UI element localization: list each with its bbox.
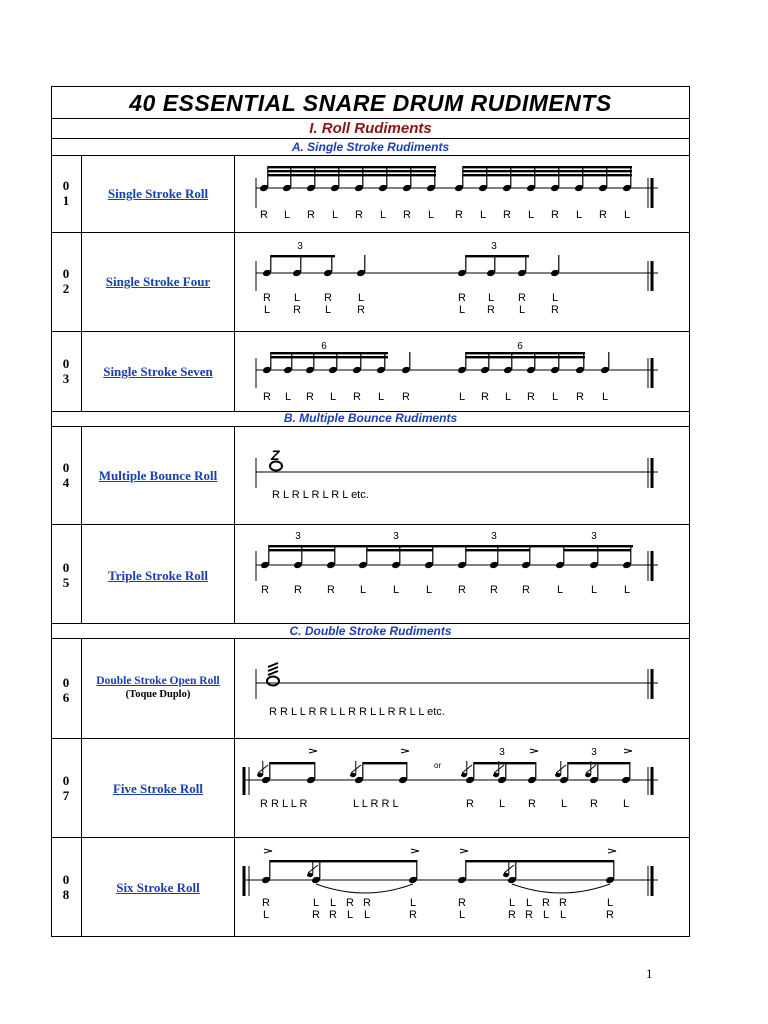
beam: [271, 352, 388, 354]
sticking-letter: R: [455, 209, 463, 221]
sticking-letter: R: [306, 391, 314, 403]
sticking-letter: R: [312, 909, 320, 921]
divider: [51, 331, 690, 332]
sticking-letter: L: [518, 304, 526, 316]
sticking-group: L L R R L: [353, 798, 399, 810]
notation-single-stroke-roll: [240, 158, 670, 230]
beam: [270, 762, 315, 764]
rudiment-number: 0 7: [62, 773, 70, 803]
or-label: or: [434, 761, 442, 770]
sticking-letter: L: [508, 897, 516, 909]
grace-note: [585, 773, 591, 777]
accent-mark: [411, 849, 419, 853]
beam: [463, 174, 632, 176]
sticking-letter: L: [346, 909, 354, 921]
sticking-letter: L: [623, 584, 631, 596]
beam: [474, 762, 536, 764]
sticking-letter: L: [601, 391, 609, 403]
rudiment-number: 0 1: [62, 178, 70, 208]
sticking-letter: R: [542, 897, 550, 909]
sticking-text: R L R L R L R L etc.: [272, 489, 369, 501]
sticking-letter: L: [606, 897, 614, 909]
sticking-letter: L: [556, 584, 564, 596]
sticking-letter: R: [293, 304, 301, 316]
slur: [512, 884, 610, 893]
sticking-letter: R: [527, 391, 535, 403]
grace-note: [350, 773, 356, 777]
sticking-letter: L: [377, 391, 385, 403]
beam: [466, 356, 585, 358]
column-divider: [234, 426, 235, 623]
sticking-letter: L: [284, 391, 292, 403]
sticking-letter: L: [312, 897, 320, 909]
sticking-letter: L: [329, 391, 337, 403]
grace-note: [461, 773, 467, 777]
rudiment-link-triple-stroke-roll[interactable]: Triple Stroke Roll: [108, 568, 208, 583]
rudiment-number: 0 2: [62, 266, 70, 296]
rudiment-link-single-stroke-seven[interactable]: Single Stroke Seven: [103, 364, 213, 379]
grace-note: [307, 873, 313, 877]
beam: [269, 549, 335, 551]
subsection-heading: B. Multiple Bounce Rudiments: [283, 411, 458, 425]
sticking-letter: R: [357, 304, 365, 316]
sticking-letter: L: [324, 304, 332, 316]
tuplet-number: 3: [591, 531, 597, 542]
sticking-letter: L: [542, 909, 550, 921]
sticking-letter: L: [487, 292, 495, 304]
sticking-letter: R: [409, 909, 417, 921]
sticking-letter: R: [353, 391, 361, 403]
sticking-letter: L: [590, 584, 598, 596]
sticking-letter: R: [551, 304, 559, 316]
grace-note: [555, 773, 561, 777]
rudiment-link-multiple-bounce-roll[interactable]: Multiple Bounce Roll: [98, 468, 218, 483]
sticking-letter: L: [575, 209, 583, 221]
beam: [466, 860, 614, 862]
sticking-letter: R: [327, 584, 335, 596]
rudiment-number: 0 5: [62, 560, 70, 590]
notation-single-stroke-seven: [240, 334, 670, 410]
sticking-letter: R: [606, 909, 614, 921]
sticking-letter: L: [560, 798, 568, 810]
sticking-letter: R: [263, 391, 271, 403]
divider: [51, 138, 690, 139]
tuplet-number: 3: [499, 747, 505, 758]
rudiment-link-single-stroke-four[interactable]: Single Stroke Four: [105, 274, 211, 289]
sticking-letter: R: [294, 584, 302, 596]
section-heading: I. Roll Rudiments: [309, 120, 432, 137]
beam: [463, 166, 632, 168]
tuplet-number: 3: [393, 531, 399, 542]
sticking-letter: R: [481, 391, 489, 403]
divider: [51, 638, 690, 639]
beam: [463, 170, 632, 172]
sticking-letter: L: [359, 584, 367, 596]
sticking-letter: L: [263, 304, 271, 316]
beam: [269, 545, 633, 547]
beam: [268, 166, 436, 168]
page-title: 40 ESSENTIAL SNARE DRUM RUDIMENTS: [129, 90, 612, 116]
beam: [271, 356, 388, 358]
page-number: 1: [646, 966, 653, 981]
sticking-letter: R: [518, 292, 526, 304]
sticking-letter: L: [479, 209, 487, 221]
divider: [51, 232, 690, 233]
sticking-letter: R: [590, 798, 598, 810]
rudiment-link-double-stroke-open-roll[interactable]: Double Stroke Open Roll: [96, 675, 220, 687]
divider: [51, 524, 690, 525]
sticking-letter: R: [466, 798, 474, 810]
sticking-letter: R: [551, 209, 559, 221]
sticking-letter: R: [487, 304, 495, 316]
sticking-letter: R: [490, 584, 498, 596]
sticking-text: R R L L R R L L R R L L R R L L etc.: [269, 706, 445, 718]
sticking-letter: L: [551, 292, 559, 304]
beam: [564, 549, 631, 551]
beam: [466, 549, 530, 551]
column-divider: [234, 638, 235, 937]
sticking-letter: R: [261, 584, 269, 596]
rudiment-number: 0 4: [62, 460, 70, 490]
divider: [51, 837, 690, 838]
accent-mark: [460, 849, 468, 853]
sticking-letter: L: [527, 209, 535, 221]
beam: [271, 255, 335, 257]
beam: [568, 762, 630, 764]
sticking-letter: L: [622, 798, 630, 810]
sticking-letter: R: [576, 391, 584, 403]
sticking-letter: L: [357, 292, 365, 304]
sticking-letter: R: [307, 209, 315, 221]
sticking-letter: R: [503, 209, 511, 221]
rudiment-link-single-stroke-roll[interactable]: Single Stroke Roll: [107, 186, 209, 201]
beam: [268, 170, 436, 172]
sticking-letter: L: [409, 897, 417, 909]
sticking-letter: L: [504, 391, 512, 403]
beam: [466, 352, 585, 354]
tuplet-number: 6: [517, 341, 523, 352]
tuplet-number: 3: [491, 241, 497, 252]
grace-note: [493, 773, 499, 777]
beam: [363, 762, 407, 764]
notation-five-stroke-roll: [240, 741, 670, 835]
subsection-heading: A. Single Stroke Rudiments: [291, 140, 450, 154]
accent-mark: [309, 749, 317, 753]
sticking-letter: R: [260, 209, 268, 221]
sticking-letter: L: [329, 897, 337, 909]
sticking-letter: R: [262, 897, 270, 909]
sticking-letter: R: [458, 897, 466, 909]
sticking-letter: R: [324, 292, 332, 304]
sticking-letter: L: [458, 304, 466, 316]
notation-triple-stroke-roll: [240, 527, 670, 621]
accent-mark: [530, 749, 538, 753]
tuplet-number: 3: [591, 747, 597, 758]
tuplet-number: 3: [297, 241, 303, 252]
sticking-letter: R: [458, 292, 466, 304]
column-divider: [234, 155, 235, 411]
z-roll-mark: Z: [271, 447, 280, 463]
beam: [270, 860, 417, 862]
rudiment-link-six-stroke-roll[interactable]: Six Stroke Roll: [116, 880, 200, 895]
column-divider: [81, 426, 82, 623]
grace-note: [503, 873, 509, 877]
sticking-letter: R: [559, 897, 567, 909]
slur: [316, 884, 413, 893]
beam: [367, 549, 433, 551]
tuplet-number: 6: [321, 341, 327, 352]
sticking-letter: L: [551, 391, 559, 403]
sticking-letter: L: [498, 798, 506, 810]
subsection-heading: C. Double Stroke Rudiments: [289, 624, 452, 638]
sticking-letter: L: [425, 584, 433, 596]
notation-single-stroke-four: [240, 235, 670, 329]
notation-double-stroke-open-roll: [240, 641, 670, 735]
sticking-letter: R: [346, 897, 354, 909]
sticking-letter: R: [458, 584, 466, 596]
sticking-letter: R: [403, 209, 411, 221]
sticking-letter: R: [599, 209, 607, 221]
sticking-letter: R: [525, 909, 533, 921]
accent-mark: [624, 749, 632, 753]
sticking-letter: R: [355, 209, 363, 221]
sticking-letter: L: [458, 391, 466, 403]
sticking-letter: L: [363, 909, 371, 921]
sticking-letter: R: [329, 909, 337, 921]
sticking-letter: R: [363, 897, 371, 909]
rudiment-number: 0 8: [62, 872, 70, 902]
divider: [51, 738, 690, 739]
sticking-letter: L: [427, 209, 435, 221]
sticking-group: R R L L R: [260, 798, 308, 810]
sticking-letter: L: [331, 209, 339, 221]
tuplet-number: 3: [491, 531, 497, 542]
sticking-letter: R: [528, 798, 536, 810]
rudiment-link-five-stroke-roll[interactable]: Five Stroke Roll: [112, 781, 204, 796]
sticking-letter: L: [623, 209, 631, 221]
sticking-letter: L: [392, 584, 400, 596]
grace-note: [257, 773, 263, 777]
rudiment-number: 0 6: [62, 675, 70, 705]
beam: [268, 174, 436, 176]
accent-mark: [264, 849, 272, 853]
sticking-letter: L: [379, 209, 387, 221]
accent-mark: [401, 749, 409, 753]
sticking-letter: L: [525, 897, 533, 909]
rudiment-number: 0 3: [62, 356, 70, 386]
accent-mark: [608, 849, 616, 853]
sticking-letter: L: [262, 909, 270, 921]
sticking-letter: R: [263, 292, 271, 304]
sticking-letter: R: [508, 909, 516, 921]
sticking-letter: R: [402, 391, 410, 403]
beam: [466, 255, 529, 257]
sticking-letter: L: [293, 292, 301, 304]
divider: [51, 426, 690, 427]
sticking-letter: R: [522, 584, 530, 596]
notation-multiple-bounce-roll: [240, 430, 670, 522]
sticking-letter: L: [559, 909, 567, 921]
rudiment-alt-name: (Toque Duplo): [125, 689, 191, 700]
divider: [51, 155, 690, 156]
tuplet-number: 3: [295, 531, 301, 542]
sticking-letter: L: [283, 209, 291, 221]
notation-six-stroke-roll: [240, 840, 670, 934]
divider: [51, 118, 690, 119]
sticking-letter: L: [458, 909, 466, 921]
